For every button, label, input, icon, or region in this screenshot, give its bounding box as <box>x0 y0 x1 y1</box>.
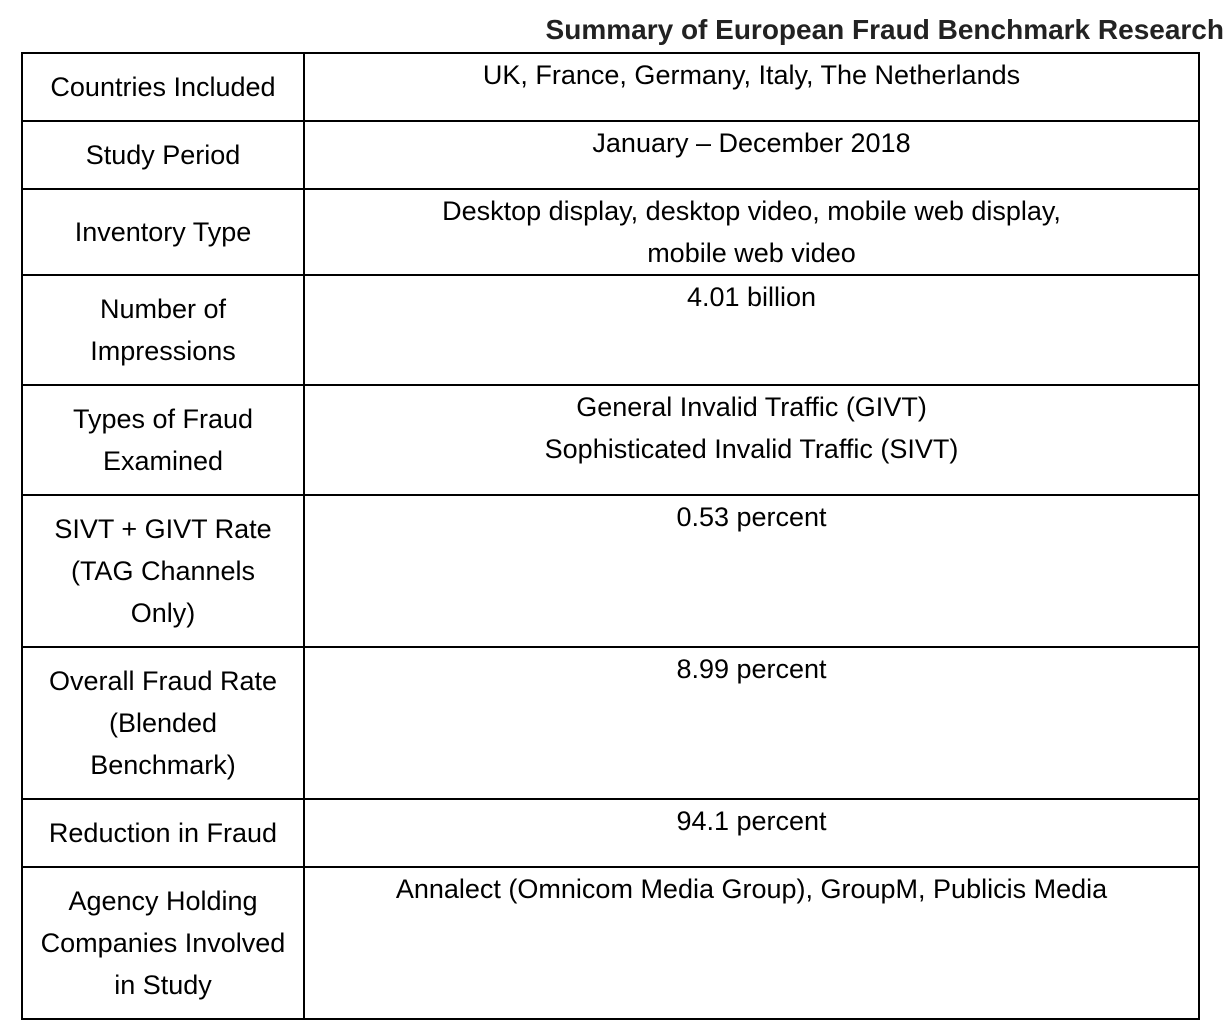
table-row <box>22 799 1199 867</box>
row-value <box>304 275 1199 385</box>
table-row <box>22 385 1199 495</box>
table-row <box>22 647 1199 799</box>
row-value-line: mobile web video <box>647 238 856 268</box>
table-title: Summary of European Fraud Benchmark Research <box>545 14 1224 45</box>
row-label: Number of Impressions <box>22 275 304 385</box>
row-label: Study Period <box>22 121 304 189</box>
row-value-line: 94.1 percent <box>676 806 827 836</box>
row-value <box>304 647 1199 799</box>
row-value-line: Desktop display, desktop video, mobile web display, <box>442 196 1061 226</box>
row-value-line: 8.99 percent <box>676 654 827 684</box>
row-label: Reduction in Fraud <box>22 799 304 867</box>
row-value <box>304 189 1199 275</box>
table-row <box>22 867 1199 1019</box>
row-value-line: January – December 2018 <box>592 128 911 158</box>
summary-table <box>21 52 1200 1020</box>
row-value-line: 4.01 billion <box>686 282 817 312</box>
table-row <box>22 495 1199 647</box>
row-label: Overall Fraud Rate (Blended Benchmark) <box>22 647 304 799</box>
row-value-line: UK, France, Germany, Italy, The Netherlands <box>482 60 1021 90</box>
row-value-line: 0.53 percent <box>676 502 827 532</box>
row-label: Inventory Type <box>22 189 304 275</box>
row-label: Agency Holding Companies Involved in Study <box>22 867 304 1019</box>
table-row <box>22 189 1199 275</box>
row-value-line: Annalect (Omnicom Media Group), GroupM, Publicis Media <box>395 874 1108 904</box>
row-label: SIVT + GIVT Rate (TAG Channels Only) <box>22 495 304 647</box>
row-value <box>304 867 1199 1019</box>
table-row <box>22 53 1199 121</box>
row-value <box>304 495 1199 647</box>
row-value <box>304 799 1199 867</box>
row-label: Types of Fraud Examined <box>22 385 304 495</box>
row-value <box>304 121 1199 189</box>
table-row <box>22 275 1199 385</box>
row-value-line: General Invalid Traffic (GIVT) <box>576 392 927 422</box>
row-label: Countries Included <box>22 53 304 121</box>
row-value <box>304 385 1199 495</box>
row-value <box>304 53 1199 121</box>
row-value-line: Sophisticated Invalid Traffic (SIVT) <box>544 434 959 464</box>
table-row <box>22 121 1199 189</box>
